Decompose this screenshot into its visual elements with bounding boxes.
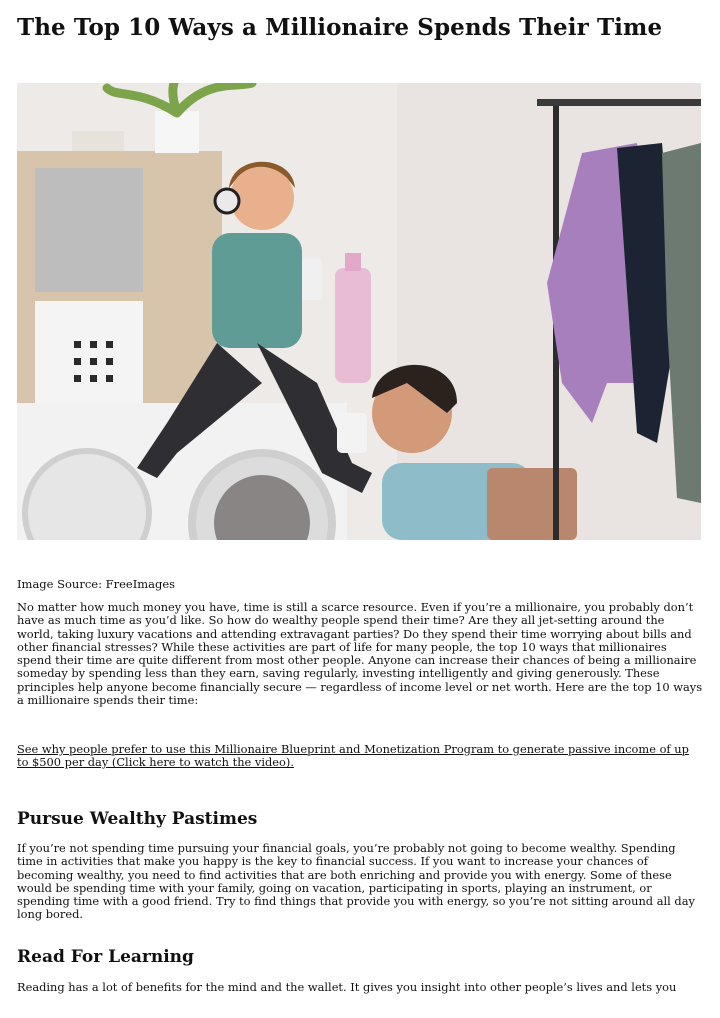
- section-paragraph: If you’re not spending time pursuing your financial goals, you’re probably not going to become wealthy. Spending time in activities that make you happy is the key to financial success. If you want to increase your chances of becoming wealthy, you need to find activities that are both enriching and provide you with energy. Some of these would be spending time with your family, going on vacation, participating in sports, playing an instrument, or spending time with a good friend. Try to find things that provide you with energy, so you’re not sitting around all day long bored.: [17, 841, 695, 922]
- promo-video-link[interactable]: See why people prefer to use this Millionaire Blueprint and Monetization Program to generate passive income of up to $500 per day (Click here to watch the video).: [17, 742, 689, 770]
- intro-paragraph: No matter how much money you have, time is still a scarce resource. Even if you’re a millionaire, you probably don’t have as much time as you’d like. So how do wealthy people spend their time? Are they all jet-setting around the world, taking luxury vacations and attending extravagant parties? Do they spend their time worrying about bills and other financial stresses? While these activities are part of life for many people, the top 10 ways that millionaires spend their time are quite different from most other people. Anyone can increase their chances of being a millionaire someday by spending less than they earn, saving regularly, investing intelligently and giving generously. These principles help anyone become financially secure — regardless of income level or net worth. Here are the top 10 ways a millionaire spends their time:: [17, 600, 703, 708]
- hero-image: [17, 83, 701, 540]
- section-heading: Read For Learning: [17, 947, 194, 967]
- section-heading: Pursue Wealthy Pastimes: [17, 809, 258, 829]
- image-caption: Image Source: FreeImages: [17, 577, 176, 591]
- section-paragraph: Reading has a lot of benefits for the mind and the wallet. It gives you insight into other people’s lives and lets you: [17, 980, 677, 994]
- page-title: The Top 10 Ways a Millionaire Spends Their Time: [17, 14, 663, 41]
